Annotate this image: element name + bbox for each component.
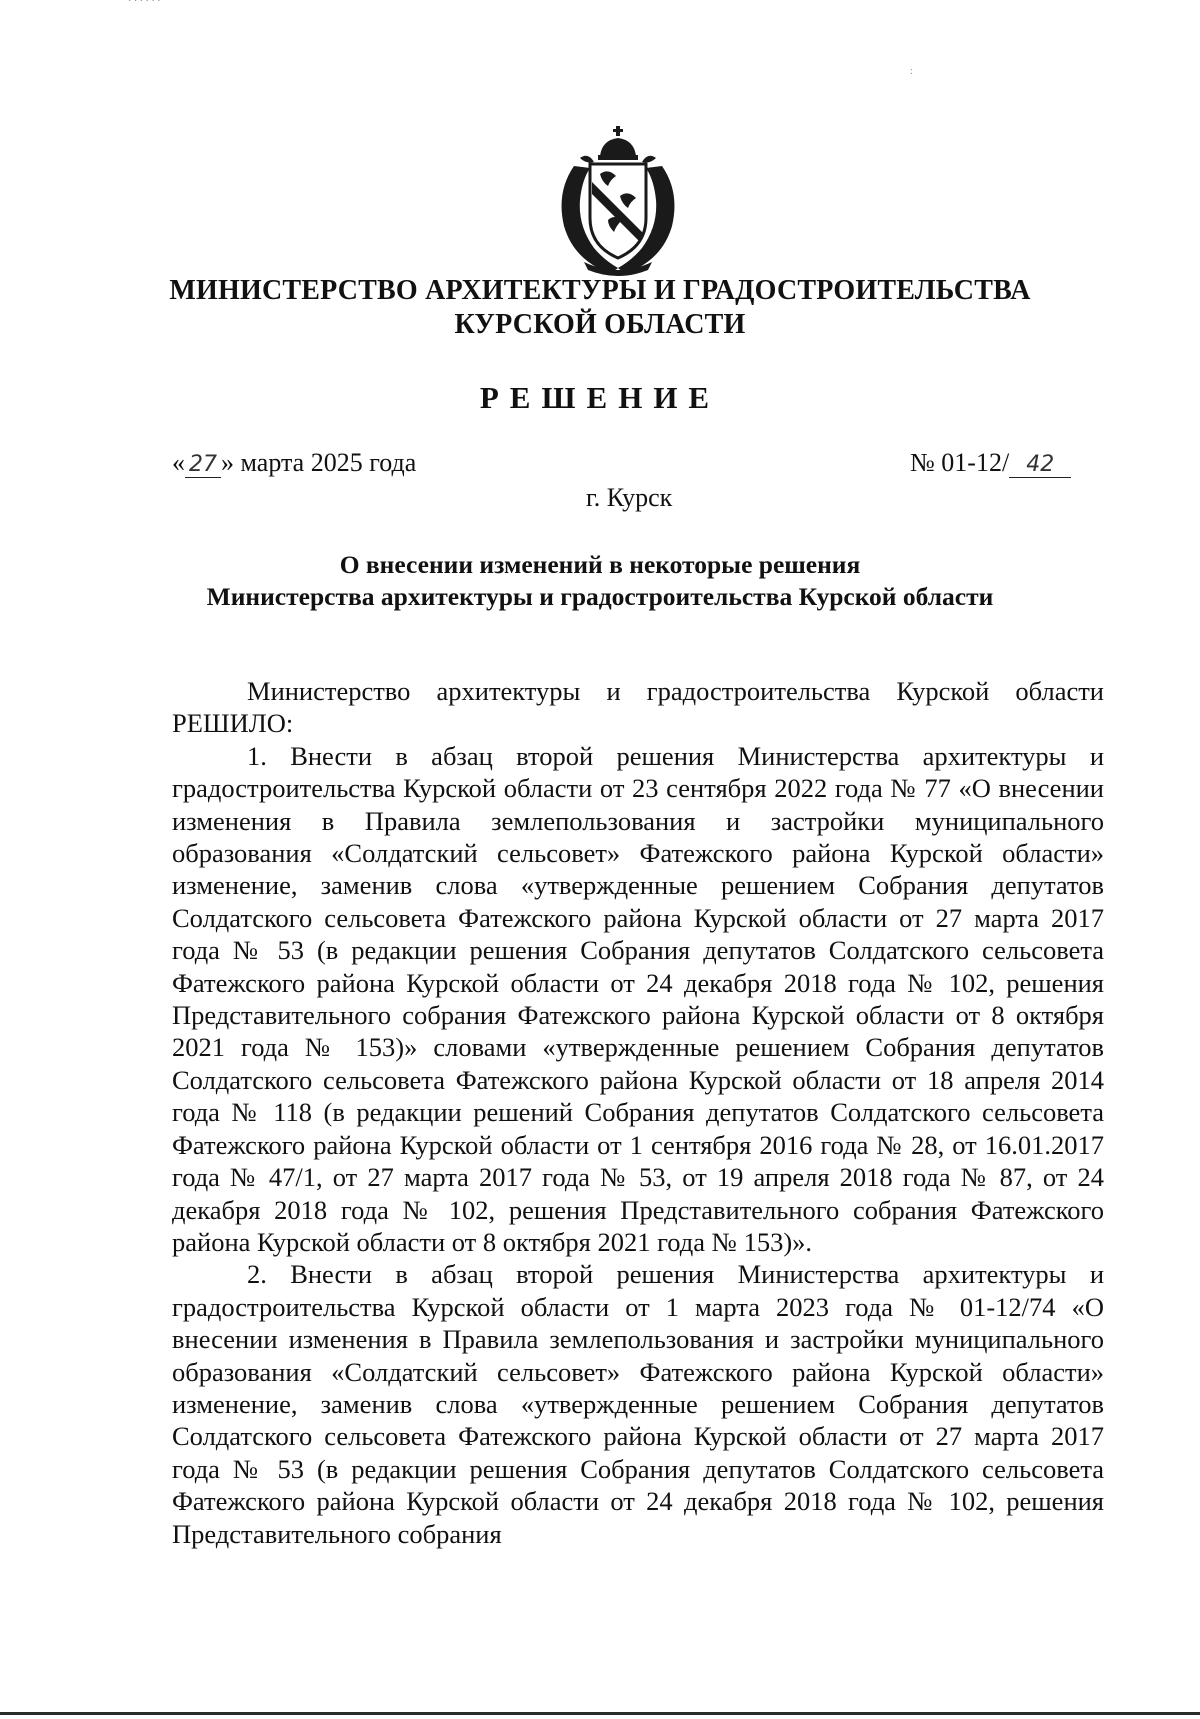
document-subject <box>100 549 1100 613</box>
date-day-handwritten: 27 <box>185 453 221 478</box>
body-item-1: 1. Внести в абзац второй решения Министерства архитектуры и градостроительства Курской области от 23 сентября 2022 года № 77 «О внесении изменения в Правила землепользования и застройки муниципального образования «Солдатский сельсовет» Фатежского района Курской области» изменение, заменив слова «утвержденные решением Собрания депутатов Солдатского сельсовета Фатежского района Курской области от 27 марта 2017 года № 53 (в редакции решения Собрания депутатов Солдатского сельсовета Фатежского района Курской области от 24 декабря 2018 года № 102, решения Представительного собрания Фатежского района Курской области от 8 октября 2021 года № 153)» словами «утвержденные решением Собрания депутатов Солдатского сельсовета Фатежского района Курской области от 18 апреля 2014 года № 118 (в редакции решений Собрания депутатов Солдатского сельсовета Фатежского района Курской области от 1 сентября 2016 года № 28, от 16.01.2017 года № 47/1, от 27 марта 2017 года № 53, от 19 апреля 2018 года № 87, от 24 декабря 2018 года № 102, решения Представительного собрания Фатежского района Курской области от 8 октября 2021 года № 153)». <box>172 740 1104 1257</box>
body-intro: Министерство архитектуры и градостроительства Курской области РЕШИЛО: <box>172 676 1104 739</box>
ministry-name <box>100 274 1100 342</box>
ministry-name-line1: МИНИСТЕРСТВО АРХИТЕКТУРЫ И ГРАДОСТРОИТЕЛЬСТВА <box>169 275 1031 306</box>
body-item-2: 2. Внести в абзац второй решения Министерства архитектуры и градостроительства Курской области от 1 марта 2023 года № 01-12/74 «О внесении изменения в Правила землепользования и застройки муниципального образования «Солдатский сельсовет» Фатежского района Курской области» изменение, заменив слова «утвержденные решением Собрания депутатов Солдатского сельсовета Фатежского района Курской области от 27 марта 2017 года № 53 (в редакции решения Собрания депутатов Солдатского сельсовета Фатежского района Курской области от 24 декабря 2018 года № 102, решения Представительного собрания <box>172 1259 1104 1549</box>
date-rest: » марта 2025 года <box>221 448 417 477</box>
scan-artifact: : <box>910 66 913 77</box>
document-number <box>910 448 1071 478</box>
date-open-quote: « <box>172 448 185 477</box>
document-date <box>172 448 416 478</box>
page-bottom-edge <box>0 1712 1200 1715</box>
document-city: г. Курск <box>586 483 673 512</box>
number-prefix: № 01-12/ <box>910 448 1010 477</box>
ministry-name-line2: КУРСКОЙ ОБЛАСТИ <box>454 309 746 340</box>
document-body <box>172 675 1104 1550</box>
number-suffix-handwritten: 42 <box>1009 453 1071 478</box>
scan-artifact: · · · · · · <box>128 0 161 7</box>
subject-line2: Министерства архитектуры и градостроительства Курской области <box>206 582 994 611</box>
document-type-title: РЕШЕНИЕ <box>479 380 721 415</box>
coat-of-arms-emblem <box>550 122 702 278</box>
subject-line1: О внесении изменений в некоторые решения <box>339 550 861 579</box>
